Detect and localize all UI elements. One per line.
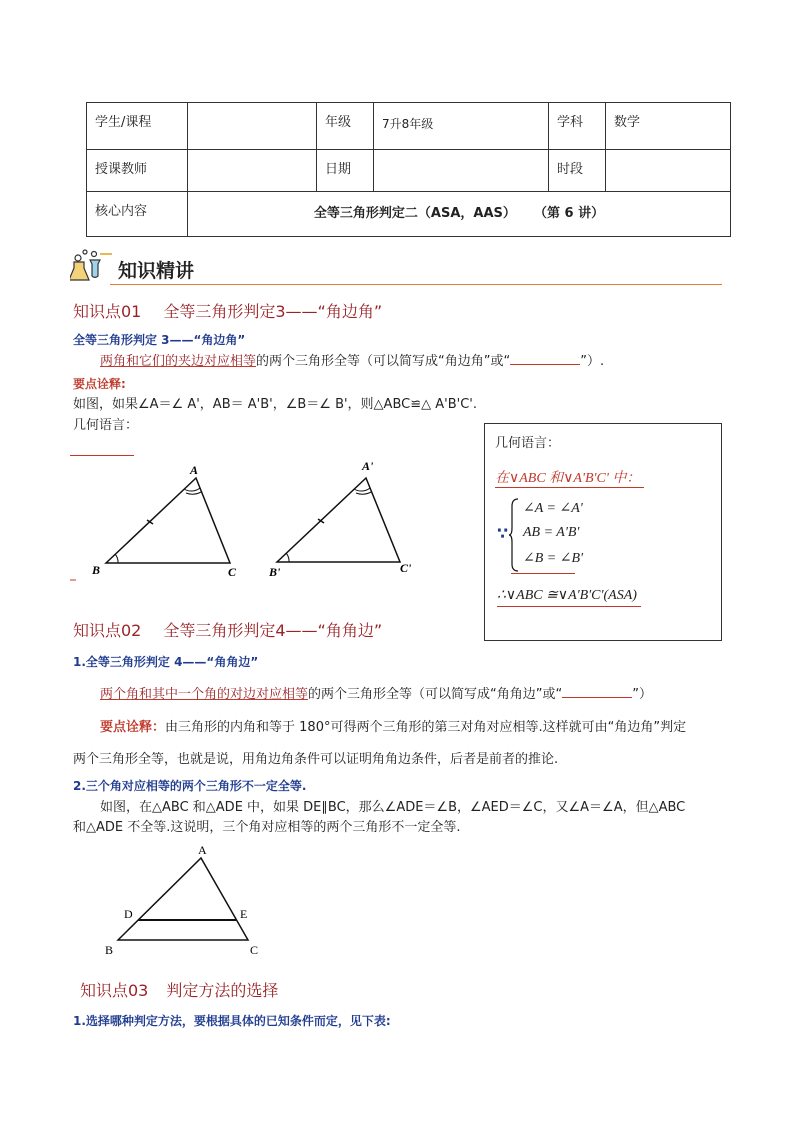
kp1-blank bbox=[510, 352, 580, 365]
grade-label: 年级 bbox=[317, 103, 374, 150]
kp1-def-underlined: 两角和它们的夹边对应相等 bbox=[100, 354, 257, 369]
triangle-ade-figure bbox=[100, 842, 270, 960]
label-tri-a: A bbox=[198, 843, 207, 857]
brace-icon bbox=[509, 498, 519, 572]
geo-box-title: 几何语言： bbox=[495, 436, 561, 451]
kp2-blank bbox=[562, 685, 632, 698]
label-tri-e: E bbox=[240, 907, 248, 921]
kp2-heading bbox=[73, 618, 382, 641]
kp2-def-end: ”） bbox=[632, 687, 652, 702]
grade-value: 7升8年级 bbox=[374, 103, 549, 150]
kp1-heading bbox=[73, 299, 382, 322]
label-a-prime: A' bbox=[362, 459, 374, 473]
section-divider bbox=[110, 284, 722, 285]
kp3-number: 知识点03 bbox=[80, 981, 149, 1000]
core-label: 核心内容 bbox=[87, 192, 188, 237]
teacher-value bbox=[188, 150, 317, 192]
label-tri-d: D bbox=[124, 907, 133, 921]
kp1-def-end: ”）. bbox=[580, 354, 605, 369]
label-tri-b: B bbox=[105, 943, 114, 957]
kp1-title: 全等三角形判定3——“角边角” bbox=[163, 302, 383, 321]
label-b: B bbox=[92, 563, 101, 577]
brace-underline bbox=[511, 573, 575, 574]
kp3-sub1: 1.选择哪种判定方法，要根据具体的已知条件而定，见下表: bbox=[73, 1014, 391, 1028]
triangle-abc-prime bbox=[268, 459, 412, 579]
kp1-red-line bbox=[70, 455, 134, 456]
kp1-number: 知识点01 bbox=[73, 302, 142, 321]
core-value: 全等三角形判定二（ASA，AAS） （第 6 讲） bbox=[188, 192, 731, 237]
kp3-title: 判定方法的选择 bbox=[166, 981, 279, 1000]
date-label: 日期 bbox=[317, 150, 374, 192]
kp1-definition bbox=[100, 352, 604, 372]
because-symbol: ∵ bbox=[497, 524, 509, 543]
student-label: 学生/课程 bbox=[87, 103, 188, 150]
kp2-sub1: 1.全等三角形判定 4——“角角边” bbox=[73, 655, 259, 669]
kp2-p2: 和△ADE 不全等.这说明，三个角对应相等的两个三角形不一定全等. bbox=[73, 820, 461, 835]
course-info-table bbox=[86, 102, 731, 237]
kp2-definition bbox=[100, 685, 652, 705]
student-value bbox=[188, 103, 317, 150]
geo-box-line1: 在∨ABC 和∨A'B'C' 中： bbox=[495, 467, 644, 488]
kp2-key-text2: 两个三角形全等，也就是说，用角边角条件可以证明角角边条件，后者是前者的推论. bbox=[73, 752, 559, 767]
triangles-figure bbox=[70, 458, 430, 584]
condition-side-ab: AB = A'B' bbox=[523, 525, 580, 540]
label-a: A bbox=[190, 463, 199, 477]
kp1-def-rest: 的两个三角形全等（可以简写成“角边角”或“ bbox=[256, 354, 511, 369]
condition-angle-b: ∠B = ∠B' bbox=[523, 551, 584, 566]
section-title: 知识精讲 bbox=[118, 260, 195, 282]
geo-box-conclusion: ∴∨ABC ≅∨A'B'C'(ASA) bbox=[497, 587, 641, 607]
section-header bbox=[70, 248, 722, 286]
condition-angle-a: ∠A = ∠A' bbox=[523, 501, 583, 516]
label-c: C bbox=[228, 565, 237, 579]
kp2-sub2: 2.三个角对应相等的两个三角形不一定全等. bbox=[73, 779, 307, 793]
kp2-def-rest: 的两个三角形全等（可以简写成“角角边”或“ bbox=[308, 687, 563, 702]
kp1-key-label: 要点诠释: bbox=[73, 377, 126, 391]
geometry-language-box bbox=[484, 423, 722, 641]
period-label: 时段 bbox=[549, 150, 606, 192]
kp2-key-label: 要点诠释： bbox=[100, 720, 166, 735]
teacher-label: 授课教师 bbox=[87, 150, 188, 192]
subject-label: 学科 bbox=[549, 103, 606, 150]
kp3-heading bbox=[80, 978, 278, 1001]
kp1-subhead: 全等三角形判定 3——“角边角” bbox=[73, 333, 246, 347]
label-c-prime: C' bbox=[400, 561, 412, 575]
kp2-p1: 如图，在△ABC 和△ADE 中，如果 DE∥BC，那么∠ADE＝∠B，∠AED＝∠C，又∠A＝∠A，但△ABC bbox=[100, 800, 686, 815]
flask-icon bbox=[70, 248, 116, 284]
period-value bbox=[606, 150, 731, 192]
triangle-abc bbox=[91, 463, 237, 579]
kp2-title: 全等三角形判定4——“角角边” bbox=[163, 621, 383, 640]
kp2-number: 知识点02 bbox=[73, 621, 142, 640]
kp1-geo-lang: 几何语言： bbox=[73, 418, 139, 433]
subject-value: 数学 bbox=[606, 103, 731, 150]
kp2-key-line1 bbox=[100, 718, 686, 738]
kp1-example: 如图，如果∠A＝∠ A'，AB＝ A'B'，∠B＝∠ B'，则△ABC≌△ A'B'C'. bbox=[73, 397, 477, 412]
date-value bbox=[374, 150, 549, 192]
label-b-prime: B' bbox=[269, 565, 281, 579]
label-tri-c: C bbox=[250, 943, 259, 957]
kp2-def-underlined: 两个角和其中一个角的对边对应相等 bbox=[100, 687, 309, 702]
kp2-key-text1: 由三角形的内角和等于 180°可得两个三角形的第三对角对应相等.这样就可由“角边角”判定 bbox=[165, 720, 687, 735]
